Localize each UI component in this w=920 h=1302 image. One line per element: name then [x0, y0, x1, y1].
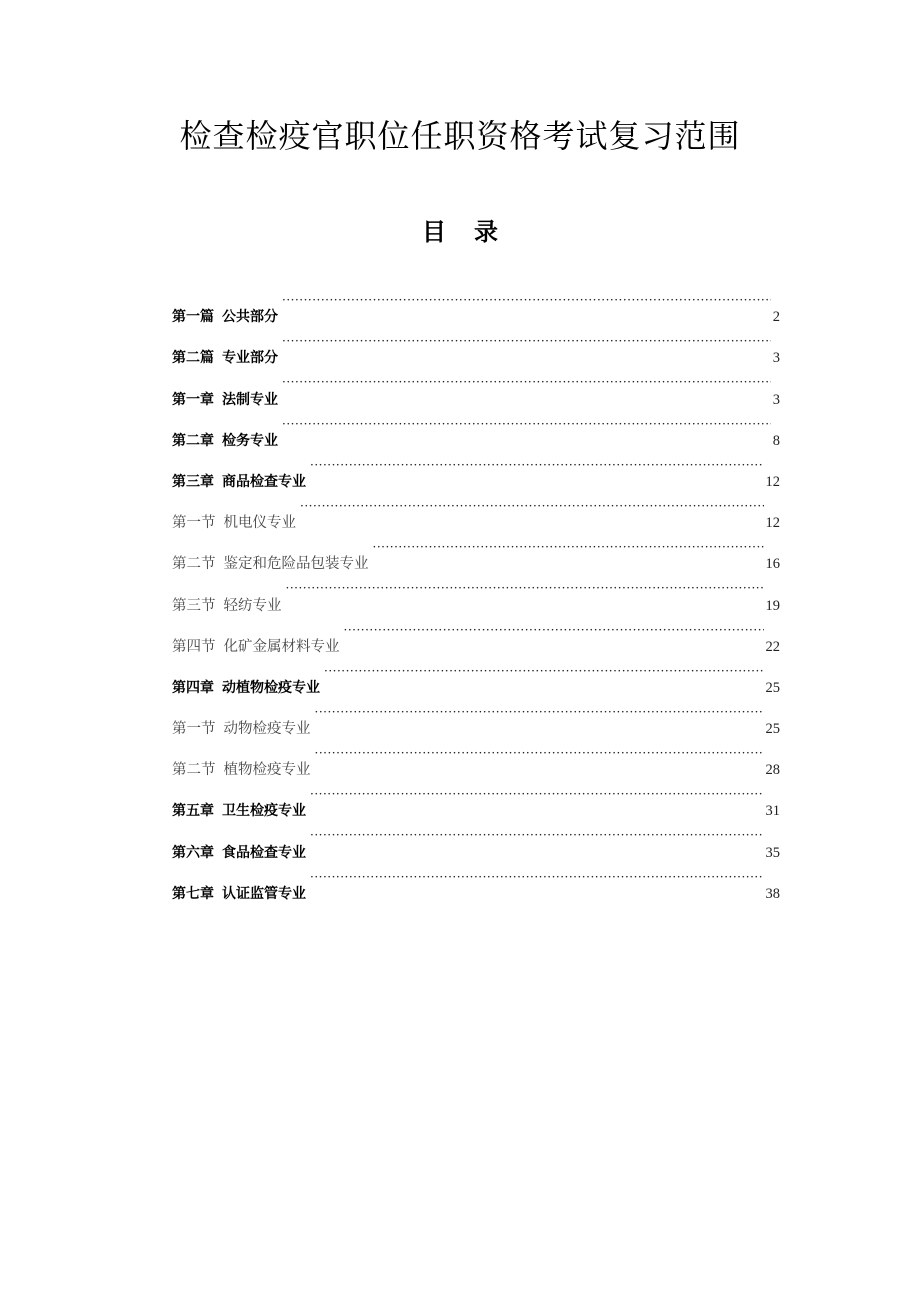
toc-entry-label: 法制专业	[222, 391, 278, 408]
dot-leader	[373, 527, 764, 568]
toc-entry-number: 第七章	[172, 885, 214, 902]
toc-entry-label: 化矿金属材料专业	[223, 638, 340, 655]
toc-entry-number: 第二章	[172, 432, 214, 449]
toc-entry-number: 第一节	[172, 721, 216, 738]
toc-entry-label: 食品检查专业	[222, 844, 306, 861]
dot-leader	[324, 651, 764, 692]
toc-entry-label: 公共部分	[222, 309, 278, 326]
toc-entry-label: 专业部分	[222, 350, 278, 367]
toc-entry-page: 25	[765, 679, 780, 696]
document-title: 检查检疫官职位任职资格考试复习范围	[179, 117, 741, 155]
dot-leader	[315, 733, 764, 774]
dot-leader	[344, 610, 764, 651]
toc-entry-number: 第二节	[172, 556, 216, 573]
toc-entry-number: 第一篇	[172, 309, 214, 326]
toc-entry-page: 38	[765, 885, 780, 902]
dot-leader	[300, 486, 764, 527]
toc-entry-page: 19	[765, 597, 780, 614]
toc-entry-number: 第三节	[172, 597, 216, 614]
toc-entry-label: 机电仪专业	[223, 515, 296, 532]
toc-entry-page: 12	[765, 515, 780, 532]
toc-entry-number: 第二节	[172, 762, 216, 779]
toc-heading	[0, 212, 920, 252]
toc-entry-number: 第五章	[172, 803, 214, 820]
toc-entry-number: 第六章	[172, 844, 214, 861]
dot-leader	[310, 815, 764, 856]
toc-entry-label: 商品检查专业	[222, 473, 306, 490]
dot-leader	[310, 445, 764, 486]
dot-leader	[282, 404, 771, 445]
dot-leader	[315, 692, 764, 733]
toc-entry-page: 31	[765, 803, 780, 820]
toc-entry-number: 第四章	[172, 679, 214, 696]
toc-entry-number: 第一节	[172, 515, 216, 532]
toc-entry-number: 第一章	[172, 391, 214, 408]
toc-heading-char-2: 录	[474, 218, 498, 246]
toc-entry-page: 3	[772, 350, 780, 367]
toc-entry-label: 动物检疫专业	[223, 721, 311, 738]
toc-entry-label: 动植物检疫专业	[222, 679, 320, 696]
toc-entry-label: 认证监管专业	[222, 885, 306, 902]
toc-entry-label: 植物检疫专业	[223, 762, 311, 779]
dot-leader	[286, 568, 764, 609]
toc-entry-page: 22	[765, 638, 780, 655]
toc-entry-page: 8	[772, 432, 780, 449]
toc-entry-page: 35	[765, 844, 780, 861]
toc-entry-number: 第三章	[172, 473, 214, 490]
dot-leader	[310, 774, 764, 815]
toc-entry-label: 鉴定和危险品包装专业	[223, 556, 369, 573]
toc-entry-label: 卫生检疫专业	[222, 803, 306, 820]
toc-entry-page: 16	[765, 556, 780, 573]
toc-entry-number: 第四节	[172, 638, 216, 655]
toc-entry-number: 第二篇	[172, 350, 214, 367]
toc-heading-char-1: 目	[422, 218, 446, 246]
toc-entry-page: 2	[772, 309, 780, 326]
toc-entry-label: 轻纺专业	[223, 597, 282, 614]
toc-entry-page: 3	[772, 391, 780, 408]
dot-leader	[310, 857, 764, 898]
dot-leader	[282, 321, 771, 362]
toc-entry[interactable]	[172, 280, 780, 326]
toc-entry-page: 25	[765, 721, 780, 738]
table-of-contents	[172, 280, 780, 902]
toc-entry-label: 检务专业	[222, 432, 278, 449]
toc-entry-page: 12	[765, 473, 780, 490]
dot-leader	[282, 362, 771, 403]
toc-entry-page: 28	[765, 762, 780, 779]
dot-leader	[282, 280, 771, 321]
